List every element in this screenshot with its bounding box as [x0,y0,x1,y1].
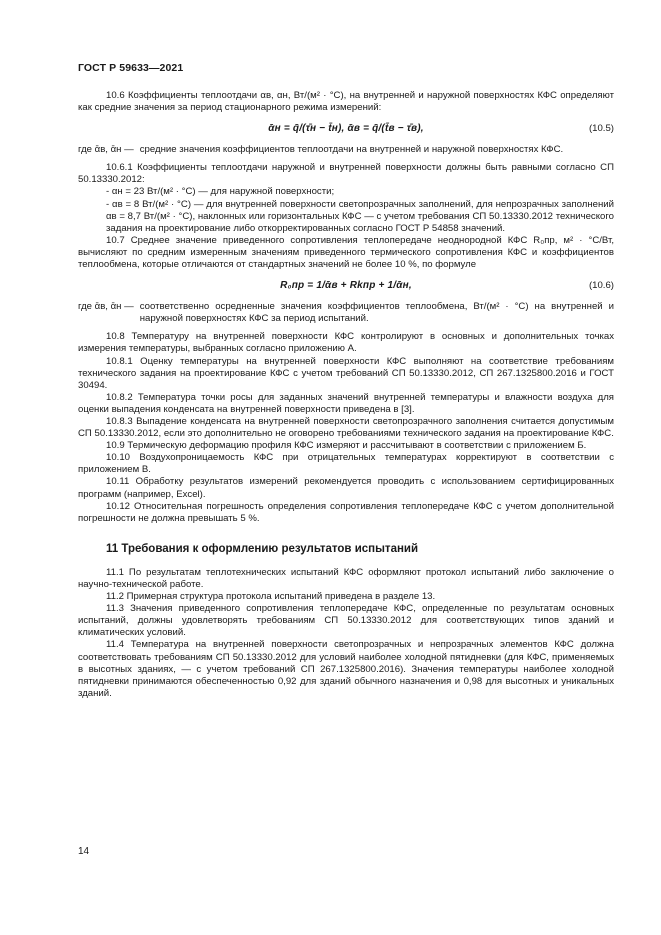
paragraph-10-8-3: 10.8.3 Выпадение конденсата на внутренней поверхности светопрозрачного заполнения считается допустимым СП 50.13330.2012, если это дополнительно не оговорено требованиями технического задания на проектирование КФС. [78,415,614,440]
paragraph-10-6-1: 10.6.1 Коэффициенты теплоотдачи наружной и внутренней поверхности должны быть равными согласно СП 50.13330.2012: [78,162,614,186]
list-item: - αв = 8 Вт/(м² · °С) — для внутренней поверхности светопрозрачных заполнений, для непрозрачных заполнений αв = 8,7 Вт/(м² · °С), наклонных или горизонтальных КФС — с учетом требования СП 50.13330.2012 технического задания на проектирование либо откорректированных согласно ГОСТ Р 54858 значений. [106,198,614,234]
formula-10-5 [78,116,614,142]
page-number: 14 [78,846,90,857]
where-description: соответственно осредненные значения коэффициентов теплообмена, Вт/(м² · °С) на внутренней и наружной поверхностях КФС за период испытаний. [139,301,614,325]
paragraph-11-1: 11.1 По результатам теплотехнических испытаний КФС оформляют протокол испытаний либо заключение о научно-технической работе. [78,566,614,590]
where-symbols: где ᾱв, ᾱн — [78,144,134,156]
paragraph-10-6: 10.6 Коэффициенты теплоотдачи αв, αн, Вт/(м² · °С), на внутренней и наружной поверхностях КФС определяют как средние значения за период стационарного режима измерений: [78,90,614,114]
paragraph-11-4: 11.4 Температура на внутренней поверхности светопрозрачных и непрозрачных элементов КФС должна соответствовать требованиям СП 50.13330.2012 для условий наиболее холодной пятидневки (для КФС, применяемых в высотных зданиях, — с учетом требований СП 267.1325800.2016). Значения температуры наиболее холодной пятидневки принимаются обеспеченностью 0,92 для зданий обычного назначения и 0,98 для высотных и уникальных зданий. [78,639,614,699]
section-11-heading: 11 Требования к оформлению результатов испытаний [106,542,419,555]
paragraph-10-7: 10.7 Среднее значение приведенного сопротивления теплопередаче неоднородной КФС R₀пр, м² · °С/Вт, вычисляют по средним измеренным значениям приведенного термического сопротивления КФС и коэффициентов теплообмена, которые отличаются от стандартных значений не более 10 %, по формуле [78,234,614,271]
paragraph-10-8: 10.8 Температуру на внутренней поверхности КФС контролируют в основных и дополнительных точках измерения температуры, выбранных согласно приложению А. [78,331,614,355]
paragraph-10-8-2: 10.8.2 Температура точки росы для заданных значений внутренней температуры и влажности воздуха для оценки выпадения конденсата на внутренней поверхности приведена в [3]. [78,391,614,415]
where-description: средние значения коэффициентов теплоотдачи на внутренней и наружной поверхностях КФС. [139,144,564,156]
paragraph-10-9: 10.9 Термическую деформацию профиля КФС измеряют и рассчитывают в соответствии с приложением Б. [106,440,587,452]
paragraph-10-11: 10.11 Обработку результатов измерений рекомендуется проводить с использованием сертифицированных программ (например, Excel). [78,476,614,500]
formula-10-5-expression: ᾱн = q̄/(τ̄н − t̄н), ᾱв = q̄/(t̄в − τ̄в), [268,123,424,135]
formula-10-5-number: (10.5) [588,123,614,135]
formula-10-6 [78,273,614,299]
where-clause-10-6 [78,301,614,325]
document-header: ГОСТ Р 59633—2021 [78,62,184,74]
document-body [78,90,614,700]
where-symbols: где ᾱв, ᾱн — [78,301,134,313]
where-clause-10-5 [78,144,614,156]
paragraph-11-3: 11.3 Значения приведенного сопротивления теплопередаче КФС, определенные по результатам основных испытаний, должны удовлетворять требованиям СП 50.13330.2012 для соответствующих типов зданий и климатических условий. [78,603,614,639]
paragraph-10-12: 10.12 Относительная погрешность определения сопротивления теплопередаче КФС с учетом дополнительной погрешности не должна превышать 5 %. [78,500,614,524]
paragraph-11-2: 11.2 Примерная структура протокола испытаний приведена в разделе 13. [106,591,436,603]
paragraph-10-8-1: 10.8.1 Оценку температуры на внутренней поверхности КФС выполняют на соответствие требованиям технического задания на проектирование КФС с учетом требований СП 50.13330.2012, СП 267.1325800.2016 и ГОСТ 30494. [78,355,614,391]
paragraph-10-10: 10.10 Воздухопроницаемость КФС при отрицательных температурах корректируют в соответствии с приложением В. [78,452,614,476]
list-item: - αн = 23 Вт/(м² · °С) — для наружной поверхности; [106,186,335,198]
formula-10-6-number: (10.6) [588,280,614,292]
formula-10-6-expression: R₀пр = 1/ᾱв + Rkпр + 1/ᾱн, [280,280,412,292]
